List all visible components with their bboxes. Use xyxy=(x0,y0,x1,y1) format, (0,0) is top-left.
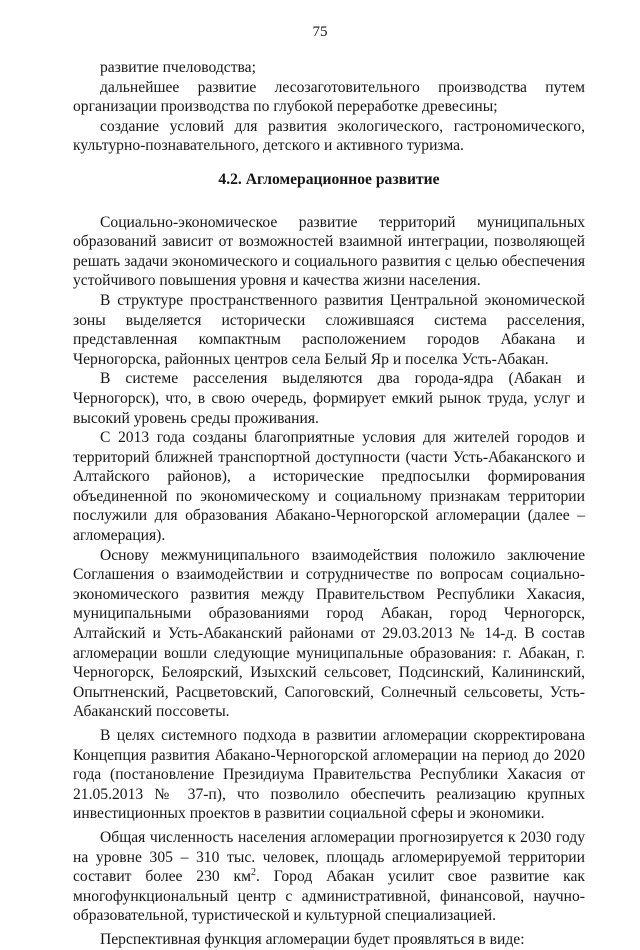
list-item: развитие пчеловодства; xyxy=(100,59,256,76)
paragraph-text: Общая численность населения агломерации прогнозируется к 2030 году на уровне 305 – 310 тыс. человек, площадь агломерируемой территории составит более 230 км xyxy=(73,828,585,886)
page-content xyxy=(73,58,585,950)
paragraph: Основу межмуниципального взаимодействия положило заключение Соглашения о взаимодействии и сотрудничестве по вопросам социально-экономического развития между Правительством Республики Хакасия, муниципальными образованиями город Абакан, город Черногорск, Алтайский и Усть-Абаканский районами от 29.03.2013 № 14-д. В состав агломерации вошли следующие муниципальные образования: г. Абакан, г. Черногорск, Белоярский, Изыхский сельсовет, Подсинский, Калининский, Опытненский, Расцветовский, Сапоговский, Солнечный сельсоветы, Усть-Абаканский поссоветы. xyxy=(73,546,585,721)
section-title: 4.2. Агломерационное развитие xyxy=(218,170,440,188)
paragraph: Перспективная функция агломерации будет проявляться в виде: xyxy=(100,930,525,948)
list-item: создание условий для развития экологического, гастрономического, культурно-познавательного, детского и активного туризма. xyxy=(73,117,585,155)
paragraph: С 2013 года созданы благоприятные условия для жителей городов и территорий ближней транспортной доступности (части Усть-Абаканского и Алтайского районов), а исторические предпосылки формирования объединенной по экономическому и социальному признакам территории послужили для образования Абакано-Черногорской агломерации (далее – агломерация). xyxy=(73,429,585,545)
paragraph: В системе расселения выделяются два города-ядра (Абакан и Черногорск), что, в свою очередь, формирует емкий рынок труда, услуг и высокий уровень среды проживания. xyxy=(73,370,585,427)
page-number: 75 xyxy=(312,24,328,40)
paragraph xyxy=(73,828,585,926)
paragraph-text: . Город Абакан усилит свое развитие как многофункциональный центр с административной, финансовой, научно-образовательной, туристической и культурной специализацией. xyxy=(73,868,586,925)
paragraph: В целях системного подхода в развитии агломерации скорректирована Концепция развития Абакано-Черногорской агломерации на период до 2020 года (постановление Президиума Правительства Республики Хакасия от 21.05.2013 № 37-п), что позволило обеспечить реализацию крупных инвестиционных проектов в развитии социальной сферы и экономики. xyxy=(73,727,585,823)
list-item: дальнейшее развитие лесозаготовительного производства путем организации производства по глубокой переработке древесины; xyxy=(73,78,585,116)
paragraph: В структуре пространственного развития Центральной экономической зоны выделяется исторически сложившаяся система расселения, представленная компактным расположением городов Абакана и Черногорска, районных центров села Белый Яр и поселка Усть-Абакан. xyxy=(73,291,585,368)
paragraph: Социально-экономическое развитие территорий муниципальных образований зависит от возможностей взаимной интеграции, позволяющей решать задачи экономического и социального развития с целью обеспечения устойчивого повышения уровня и качества жизни населения. xyxy=(73,213,585,290)
superscript: 2 xyxy=(251,866,256,878)
